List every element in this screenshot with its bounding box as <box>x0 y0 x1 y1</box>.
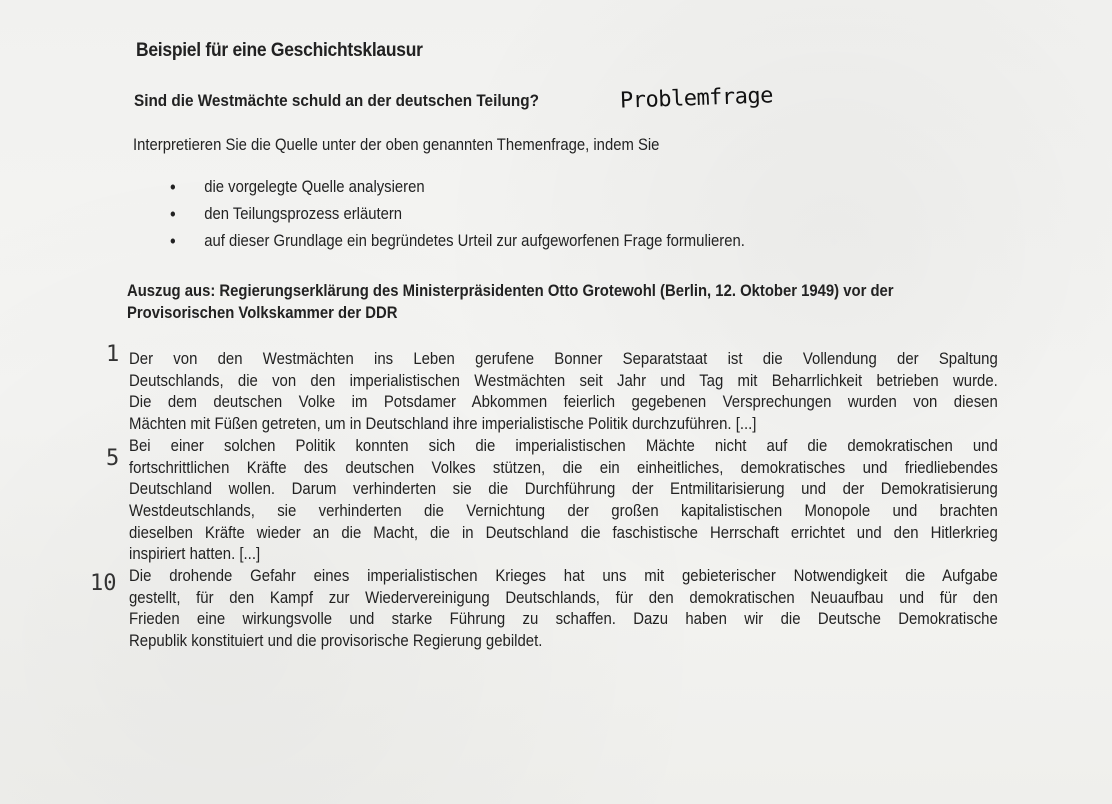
text-line: Westdeutschlands, sie verhinderten die Vernichtung der großen kapitalistischen Monopole und brachten <box>129 501 998 520</box>
text-line: inspiriert hatten. [...] <box>129 545 261 564</box>
bullet-icon: • <box>170 231 176 251</box>
source-heading <box>127 280 1036 324</box>
source-text <box>129 349 998 653</box>
task-intro: Interpretieren Sie die Quelle unter der oben genannten Themenfrage, indem Sie <box>133 136 660 154</box>
exam-question: Sind die Westmächte schuld an der deutschen Teilung? <box>134 91 539 110</box>
text-line: gestellt, für den Kampf zur Wiedervereinigung Deutschlands, für den demokratischen Neuaufbau und für den <box>129 588 998 607</box>
text-line: Die drohende Gefahr eines imperialistischen Krieges hat uns mit gebieterischer Notwendigkeit die Aufgabe <box>129 567 998 586</box>
text-line: dieselben Kräfte wieder an die Macht, die in Deutschland die faschistische Herrschaft errichtet und den Hitlerkrieg <box>129 523 998 542</box>
line-marker-5: 5 <box>106 446 120 471</box>
list-item <box>170 174 745 201</box>
text-line: Republik konstituiert und die provisorische Regierung gebildet. <box>129 632 543 651</box>
text-line: Deutschland wollen. Darum verhinderten sie die Durchführung der Entmilitarisierung und der Demokratisierung <box>129 480 998 499</box>
document-title: Beispiel für eine Geschichtsklausur <box>136 40 423 61</box>
handwritten-note: Problemfrage <box>619 83 774 114</box>
text-line: Frieden eine wirkungsvolle und starke Führung zu schaffen. Dazu haben wir die Deutsche Demokratische <box>129 610 998 629</box>
bullet-icon: • <box>170 177 176 197</box>
text-line: fortschrittlichen Kräfte des deutschen Volkes stützen, die ein einheitliches, demokratisches und friedliebendes <box>129 458 998 477</box>
list-item <box>170 201 745 228</box>
text-line: Deutschlands, die von den imperialistischen Westmächten seit Jahr und Tag mit Beharrlichkeit betrieben wurde. <box>129 371 998 390</box>
task-list <box>170 174 745 255</box>
list-item <box>170 228 745 255</box>
text-line: Der von den Westmächten ins Leben gerufene Bonner Separatstaat ist die Vollendung der Spaltung <box>129 350 998 368</box>
bullet-icon: • <box>170 204 176 224</box>
text-line: Bei einer solchen Politik konnten sich die imperialistischen Mächte nicht auf die demokratischen und <box>129 436 998 455</box>
task-text: auf dieser Grundlage ein begründetes Urteil zur aufgeworfenen Frage formulieren. <box>204 232 745 250</box>
text-line: Die dem deutschen Volke im Potsdamer Abkommen feierlich gegebenen Versprechungen wurden von diesen <box>129 393 998 412</box>
source-heading-line: Provisorischen Volkskammer der DDR <box>127 304 398 322</box>
line-marker-1: 1 <box>106 342 120 367</box>
task-text: den Teilungsprozess erläutern <box>204 205 403 223</box>
source-heading-line: Auszug aus: Regierungserklärung des Ministerpräsidenten Otto Grotewohl (Berlin, 12. Oktober 1949) vor der <box>127 282 894 300</box>
task-text: die vorgelegte Quelle analysieren <box>204 178 425 196</box>
text-line: Mächten mit Füßen getreten, um in Deutschland ihre imperialistische Politik durchzuführen. [...] <box>129 415 757 434</box>
line-marker-10: 10 <box>90 571 117 596</box>
